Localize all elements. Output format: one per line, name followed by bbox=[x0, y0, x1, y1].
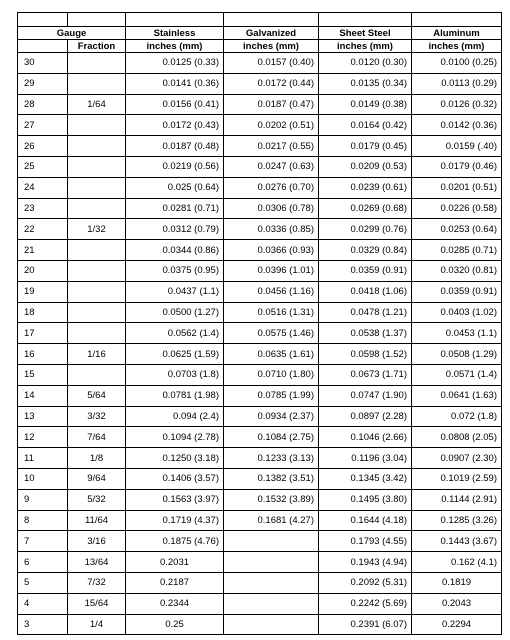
aluminum-cell: 0.1443 (3.67) bbox=[412, 531, 502, 552]
sheet-steel-cell: 0.0478 (1.21) bbox=[319, 302, 412, 323]
aluminum-cell: 0.0641 (1.63) bbox=[412, 385, 502, 406]
sheet-steel-cell: 0.0179 (0.45) bbox=[319, 136, 412, 157]
table-row bbox=[18, 136, 502, 157]
gauge-cell: 19 bbox=[18, 281, 68, 302]
aluminum-cell: 0.0159 (.40) bbox=[412, 136, 502, 157]
stainless-cell: 0.1563 (3.97) bbox=[126, 489, 224, 510]
stainless-cell: 0.1719 (4.37) bbox=[126, 510, 224, 531]
table-row bbox=[18, 552, 502, 573]
sheet-steel-cell: 0.1495 (3.80) bbox=[319, 489, 412, 510]
galvanized-cell: 0.0575 (1.46) bbox=[224, 323, 319, 344]
aluminum-cell: 0.0201 (0.51) bbox=[412, 177, 502, 198]
table-row bbox=[18, 468, 502, 489]
table-row bbox=[18, 94, 502, 115]
gauge-cell: 25 bbox=[18, 156, 68, 177]
galvanized-cell: 0.0217 (0.55) bbox=[224, 136, 319, 157]
galvanized-cell: 0.1382 (3.51) bbox=[224, 468, 319, 489]
fraction-cell bbox=[68, 115, 126, 136]
galvanized-cell: 0.0336 (0.85) bbox=[224, 219, 319, 240]
stainless-cell: 0.0375 (0.95) bbox=[126, 260, 224, 281]
galvanized-cell: 0.0276 (0.70) bbox=[224, 177, 319, 198]
galvanized-cell bbox=[224, 572, 319, 593]
aluminum-cell: 0.0113 (0.29) bbox=[412, 73, 502, 94]
gauge-cell: 10 bbox=[18, 468, 68, 489]
fraction-cell: 9/64 bbox=[68, 468, 126, 489]
gauge-cell: 27 bbox=[18, 115, 68, 136]
stainless-cell: 0.1406 (3.57) bbox=[126, 468, 224, 489]
galvanized-cell: 0.0157 (0.40) bbox=[224, 53, 319, 74]
gauge-cell: 8 bbox=[18, 510, 68, 531]
table-row bbox=[18, 219, 502, 240]
gauge-cell: 11 bbox=[18, 448, 68, 469]
blank-cell bbox=[224, 13, 319, 27]
stainless-cell: 0.1875 (4.76) bbox=[126, 531, 224, 552]
fraction-cell bbox=[68, 156, 126, 177]
sheet-steel-cell: 0.0897 (2.28) bbox=[319, 406, 412, 427]
gauge-cell: 24 bbox=[18, 177, 68, 198]
fraction-cell bbox=[68, 260, 126, 281]
fraction-cell: 1/8 bbox=[68, 448, 126, 469]
gauge-header: Gauge bbox=[18, 27, 126, 40]
galvanized-cell: 0.1084 (2.75) bbox=[224, 427, 319, 448]
table-row bbox=[18, 156, 502, 177]
aluminum-cell: 0.072 (1.8) bbox=[412, 406, 502, 427]
aluminum-header: Aluminum bbox=[412, 27, 502, 40]
sheet-steel-cell: 0.0135 (0.34) bbox=[319, 73, 412, 94]
galvanized-cell: 0.0635 (1.61) bbox=[224, 344, 319, 365]
aluminum-cell: 0.0571 (1.4) bbox=[412, 364, 502, 385]
table-row bbox=[18, 281, 502, 302]
table-row bbox=[18, 53, 502, 74]
aluminum-cell: 0.0179 (0.46) bbox=[412, 156, 502, 177]
sheet-steel-cell: 0.0239 (0.61) bbox=[319, 177, 412, 198]
sheet-steel-cell: 0.0418 (1.06) bbox=[319, 281, 412, 302]
sheet-steel-cell: 0.0359 (0.91) bbox=[319, 260, 412, 281]
sheet-steel-cell: 0.0164 (0.42) bbox=[319, 115, 412, 136]
stainless-cell: 0.0187 (0.48) bbox=[126, 136, 224, 157]
sheet-steel-cell: 0.2242 (5.69) bbox=[319, 593, 412, 614]
fraction-cell bbox=[68, 73, 126, 94]
sheet-steel-cell: 0.0673 (1.71) bbox=[319, 364, 412, 385]
stainless-cell: 0.0281 (0.71) bbox=[126, 198, 224, 219]
stainless-cell: 0.0437 (1.1) bbox=[126, 281, 224, 302]
material-header-row bbox=[18, 27, 502, 40]
gauge-cell: 7 bbox=[18, 531, 68, 552]
fraction-cell bbox=[68, 53, 126, 74]
gauge-cell: 14 bbox=[18, 385, 68, 406]
blank-cell bbox=[126, 13, 224, 27]
sheet-steel-cell: 0.0149 (0.38) bbox=[319, 94, 412, 115]
table-row bbox=[18, 323, 502, 344]
gauge-cell: 26 bbox=[18, 136, 68, 157]
galvanized-cell: 0.0187 (0.47) bbox=[224, 94, 319, 115]
aluminum-cell: 0.162 (4.1) bbox=[412, 552, 502, 573]
stainless-cell: 0.0344 (0.86) bbox=[126, 240, 224, 261]
sheet-steel-cell: 0.2391 (6.07) bbox=[319, 614, 412, 635]
stainless-cell: 0.0312 (0.79) bbox=[126, 219, 224, 240]
sheet-steel-cell: 0.1793 (4.55) bbox=[319, 531, 412, 552]
aluminum-cell: 0.0253 (0.64) bbox=[412, 219, 502, 240]
gauge-subheader-blank bbox=[18, 40, 68, 53]
table-row bbox=[18, 427, 502, 448]
fraction-cell: 7/64 bbox=[68, 427, 126, 448]
aluminum-cell: 0.1819 bbox=[412, 572, 502, 593]
blank-cell bbox=[319, 13, 412, 27]
gauge-cell: 9 bbox=[18, 489, 68, 510]
fraction-cell: 15/64 bbox=[68, 593, 126, 614]
fraction-cell: 1/4 bbox=[68, 614, 126, 635]
blank-cell bbox=[412, 13, 502, 27]
aluminum-cell: 0.0808 (2.05) bbox=[412, 427, 502, 448]
aluminum-cell: 0.0126 (0.32) bbox=[412, 94, 502, 115]
fraction-cell bbox=[68, 281, 126, 302]
galvanized-cell: 0.0456 (1.16) bbox=[224, 281, 319, 302]
gauge-cell: 21 bbox=[18, 240, 68, 261]
stainless-cell: 0.2187 bbox=[126, 572, 224, 593]
galvanized-header: Galvanized bbox=[224, 27, 319, 40]
fraction-cell: 5/64 bbox=[68, 385, 126, 406]
table-row bbox=[18, 489, 502, 510]
sheet-steel-cell: 0.0538 (1.37) bbox=[319, 323, 412, 344]
stainless-cell: 0.2344 bbox=[126, 593, 224, 614]
sheet-steel-cell: 0.0120 (0.30) bbox=[319, 53, 412, 74]
gauge-cell: 18 bbox=[18, 302, 68, 323]
gauge-thickness-table bbox=[17, 12, 502, 635]
fraction-cell: 5/32 bbox=[68, 489, 126, 510]
fraction-cell bbox=[68, 240, 126, 261]
sheet-steel-cell: 0.0209 (0.53) bbox=[319, 156, 412, 177]
fraction-cell: 1/32 bbox=[68, 219, 126, 240]
gauge-cell: 15 bbox=[18, 364, 68, 385]
galvanized-cell bbox=[224, 552, 319, 573]
stainless-cell: 0.025 (0.64) bbox=[126, 177, 224, 198]
galvanized-cell: 0.0516 (1.31) bbox=[224, 302, 319, 323]
fraction-cell bbox=[68, 198, 126, 219]
table-row bbox=[18, 302, 502, 323]
sheet-steel-cell: 0.0598 (1.52) bbox=[319, 344, 412, 365]
galvanized-cell: 0.1233 (3.13) bbox=[224, 448, 319, 469]
stainless-cell: 0.0625 (1.59) bbox=[126, 344, 224, 365]
galvanized-cell bbox=[224, 593, 319, 614]
galvanized-cell: 0.1532 (3.89) bbox=[224, 489, 319, 510]
gauge-cell: 13 bbox=[18, 406, 68, 427]
aluminum-cell: 0.1019 (2.59) bbox=[412, 468, 502, 489]
aluminum-cell: 0.0100 (0.25) bbox=[412, 53, 502, 74]
stainless-cell: 0.0156 (0.41) bbox=[126, 94, 224, 115]
stainless-header: Stainless bbox=[126, 27, 224, 40]
gauge-cell: 17 bbox=[18, 323, 68, 344]
gauge-cell: 4 bbox=[18, 593, 68, 614]
table-row bbox=[18, 531, 502, 552]
stainless-cell: 0.25 bbox=[126, 614, 224, 635]
galvanized-cell: 0.0202 (0.51) bbox=[224, 115, 319, 136]
gauge-cell: 22 bbox=[18, 219, 68, 240]
aluminum-cell: 0.0226 (0.58) bbox=[412, 198, 502, 219]
blank-cell bbox=[18, 13, 68, 27]
galvanized-units: inches (mm) bbox=[224, 40, 319, 53]
fraction-cell: 11/64 bbox=[68, 510, 126, 531]
gauge-cell: 30 bbox=[18, 53, 68, 74]
fraction-cell: 1/64 bbox=[68, 94, 126, 115]
sheet-steel-cell: 0.1943 (4.94) bbox=[319, 552, 412, 573]
aluminum-cell: 0.0320 (0.81) bbox=[412, 260, 502, 281]
aluminum-cell: 0.2043 bbox=[412, 593, 502, 614]
aluminum-cell: 0.0508 (1.29) bbox=[412, 344, 502, 365]
sheet-steel-cell: 0.0269 (0.68) bbox=[319, 198, 412, 219]
fraction-cell: 13/64 bbox=[68, 552, 126, 573]
stainless-cell: 0.1094 (2.78) bbox=[126, 427, 224, 448]
sheet-steel-cell: 0.1345 (3.42) bbox=[319, 468, 412, 489]
table-row bbox=[18, 240, 502, 261]
table-row bbox=[18, 344, 502, 365]
galvanized-cell bbox=[224, 531, 319, 552]
fraction-cell bbox=[68, 323, 126, 344]
aluminum-cell: 0.0285 (0.71) bbox=[412, 240, 502, 261]
sheet-steel-cell: 0.2092 (5.31) bbox=[319, 572, 412, 593]
galvanized-cell: 0.0396 (1.01) bbox=[224, 260, 319, 281]
table-row bbox=[18, 385, 502, 406]
table-row bbox=[18, 572, 502, 593]
sheet-steel-header: Sheet Steel bbox=[319, 27, 412, 40]
stainless-cell: 0.0141 (0.36) bbox=[126, 73, 224, 94]
aluminum-cell: 0.2294 bbox=[412, 614, 502, 635]
stainless-cell: 0.094 (2.4) bbox=[126, 406, 224, 427]
gauge-cell: 28 bbox=[18, 94, 68, 115]
galvanized-cell: 0.0172 (0.44) bbox=[224, 73, 319, 94]
table-row bbox=[18, 510, 502, 531]
aluminum-cell: 0.0359 (0.91) bbox=[412, 281, 502, 302]
fraction-cell bbox=[68, 364, 126, 385]
fraction-cell: 3/16 bbox=[68, 531, 126, 552]
stainless-cell: 0.0172 (0.43) bbox=[126, 115, 224, 136]
stainless-cell: 0.0562 (1.4) bbox=[126, 323, 224, 344]
fraction-cell bbox=[68, 302, 126, 323]
sheet-steel-cell: 0.1046 (2.66) bbox=[319, 427, 412, 448]
gauge-cell: 23 bbox=[18, 198, 68, 219]
galvanized-cell: 0.0366 (0.93) bbox=[224, 240, 319, 261]
sheet-steel-cell: 0.1644 (4.18) bbox=[319, 510, 412, 531]
table-row bbox=[18, 614, 502, 635]
table-row bbox=[18, 115, 502, 136]
sheet-steel-cell: 0.1196 (3.04) bbox=[319, 448, 412, 469]
aluminum-cell: 0.0907 (2.30) bbox=[412, 448, 502, 469]
sheet-steel-units: inches (mm) bbox=[319, 40, 412, 53]
units-header-row bbox=[18, 40, 502, 53]
table-row bbox=[18, 593, 502, 614]
stainless-cell: 0.0219 (0.56) bbox=[126, 156, 224, 177]
table-row bbox=[18, 73, 502, 94]
sheet-steel-cell: 0.0299 (0.76) bbox=[319, 219, 412, 240]
table-row bbox=[18, 364, 502, 385]
stainless-cell: 0.0781 (1.98) bbox=[126, 385, 224, 406]
aluminum-cell: 0.1285 (3.26) bbox=[412, 510, 502, 531]
fraction-cell: 7/32 bbox=[68, 572, 126, 593]
stainless-cell: 0.1250 (3.18) bbox=[126, 448, 224, 469]
galvanized-cell: 0.0934 (2.37) bbox=[224, 406, 319, 427]
blank-cell bbox=[68, 13, 126, 27]
galvanized-cell: 0.0306 (0.78) bbox=[224, 198, 319, 219]
gauge-cell: 29 bbox=[18, 73, 68, 94]
stainless-cell: 0.0125 (0.33) bbox=[126, 53, 224, 74]
gauge-cell: 5 bbox=[18, 572, 68, 593]
fraction-cell bbox=[68, 136, 126, 157]
aluminum-cell: 0.1144 (2.91) bbox=[412, 489, 502, 510]
galvanized-cell: 0.0785 (1.99) bbox=[224, 385, 319, 406]
blank-header-row bbox=[18, 13, 502, 27]
table-row bbox=[18, 177, 502, 198]
stainless-units: inches (mm) bbox=[126, 40, 224, 53]
stainless-cell: 0.2031 bbox=[126, 552, 224, 573]
table-row bbox=[18, 198, 502, 219]
table-body bbox=[18, 53, 502, 635]
stainless-cell: 0.0703 (1.8) bbox=[126, 364, 224, 385]
galvanized-cell: 0.0247 (0.63) bbox=[224, 156, 319, 177]
gauge-cell: 6 bbox=[18, 552, 68, 573]
fraction-cell bbox=[68, 177, 126, 198]
sheet-steel-cell: 0.0329 (0.84) bbox=[319, 240, 412, 261]
table-row bbox=[18, 448, 502, 469]
gauge-cell: 3 bbox=[18, 614, 68, 635]
fraction-cell: 1/16 bbox=[68, 344, 126, 365]
stainless-cell: 0.0500 (1.27) bbox=[126, 302, 224, 323]
gauge-cell: 12 bbox=[18, 427, 68, 448]
gauge-cell: 16 bbox=[18, 344, 68, 365]
fraction-cell: 3/32 bbox=[68, 406, 126, 427]
aluminum-cell: 0.0403 (1.02) bbox=[412, 302, 502, 323]
gauge-table-sheet bbox=[17, 12, 501, 635]
aluminum-cell: 0.0453 (1.1) bbox=[412, 323, 502, 344]
galvanized-cell bbox=[224, 614, 319, 635]
galvanized-cell: 0.1681 (4.27) bbox=[224, 510, 319, 531]
table-row bbox=[18, 260, 502, 281]
gauge-cell: 20 bbox=[18, 260, 68, 281]
fraction-header: Fraction bbox=[68, 40, 126, 53]
aluminum-cell: 0.0142 (0.36) bbox=[412, 115, 502, 136]
table-row bbox=[18, 406, 502, 427]
sheet-steel-cell: 0.0747 (1.90) bbox=[319, 385, 412, 406]
galvanized-cell: 0.0710 (1.80) bbox=[224, 364, 319, 385]
aluminum-units: inches (mm) bbox=[412, 40, 502, 53]
